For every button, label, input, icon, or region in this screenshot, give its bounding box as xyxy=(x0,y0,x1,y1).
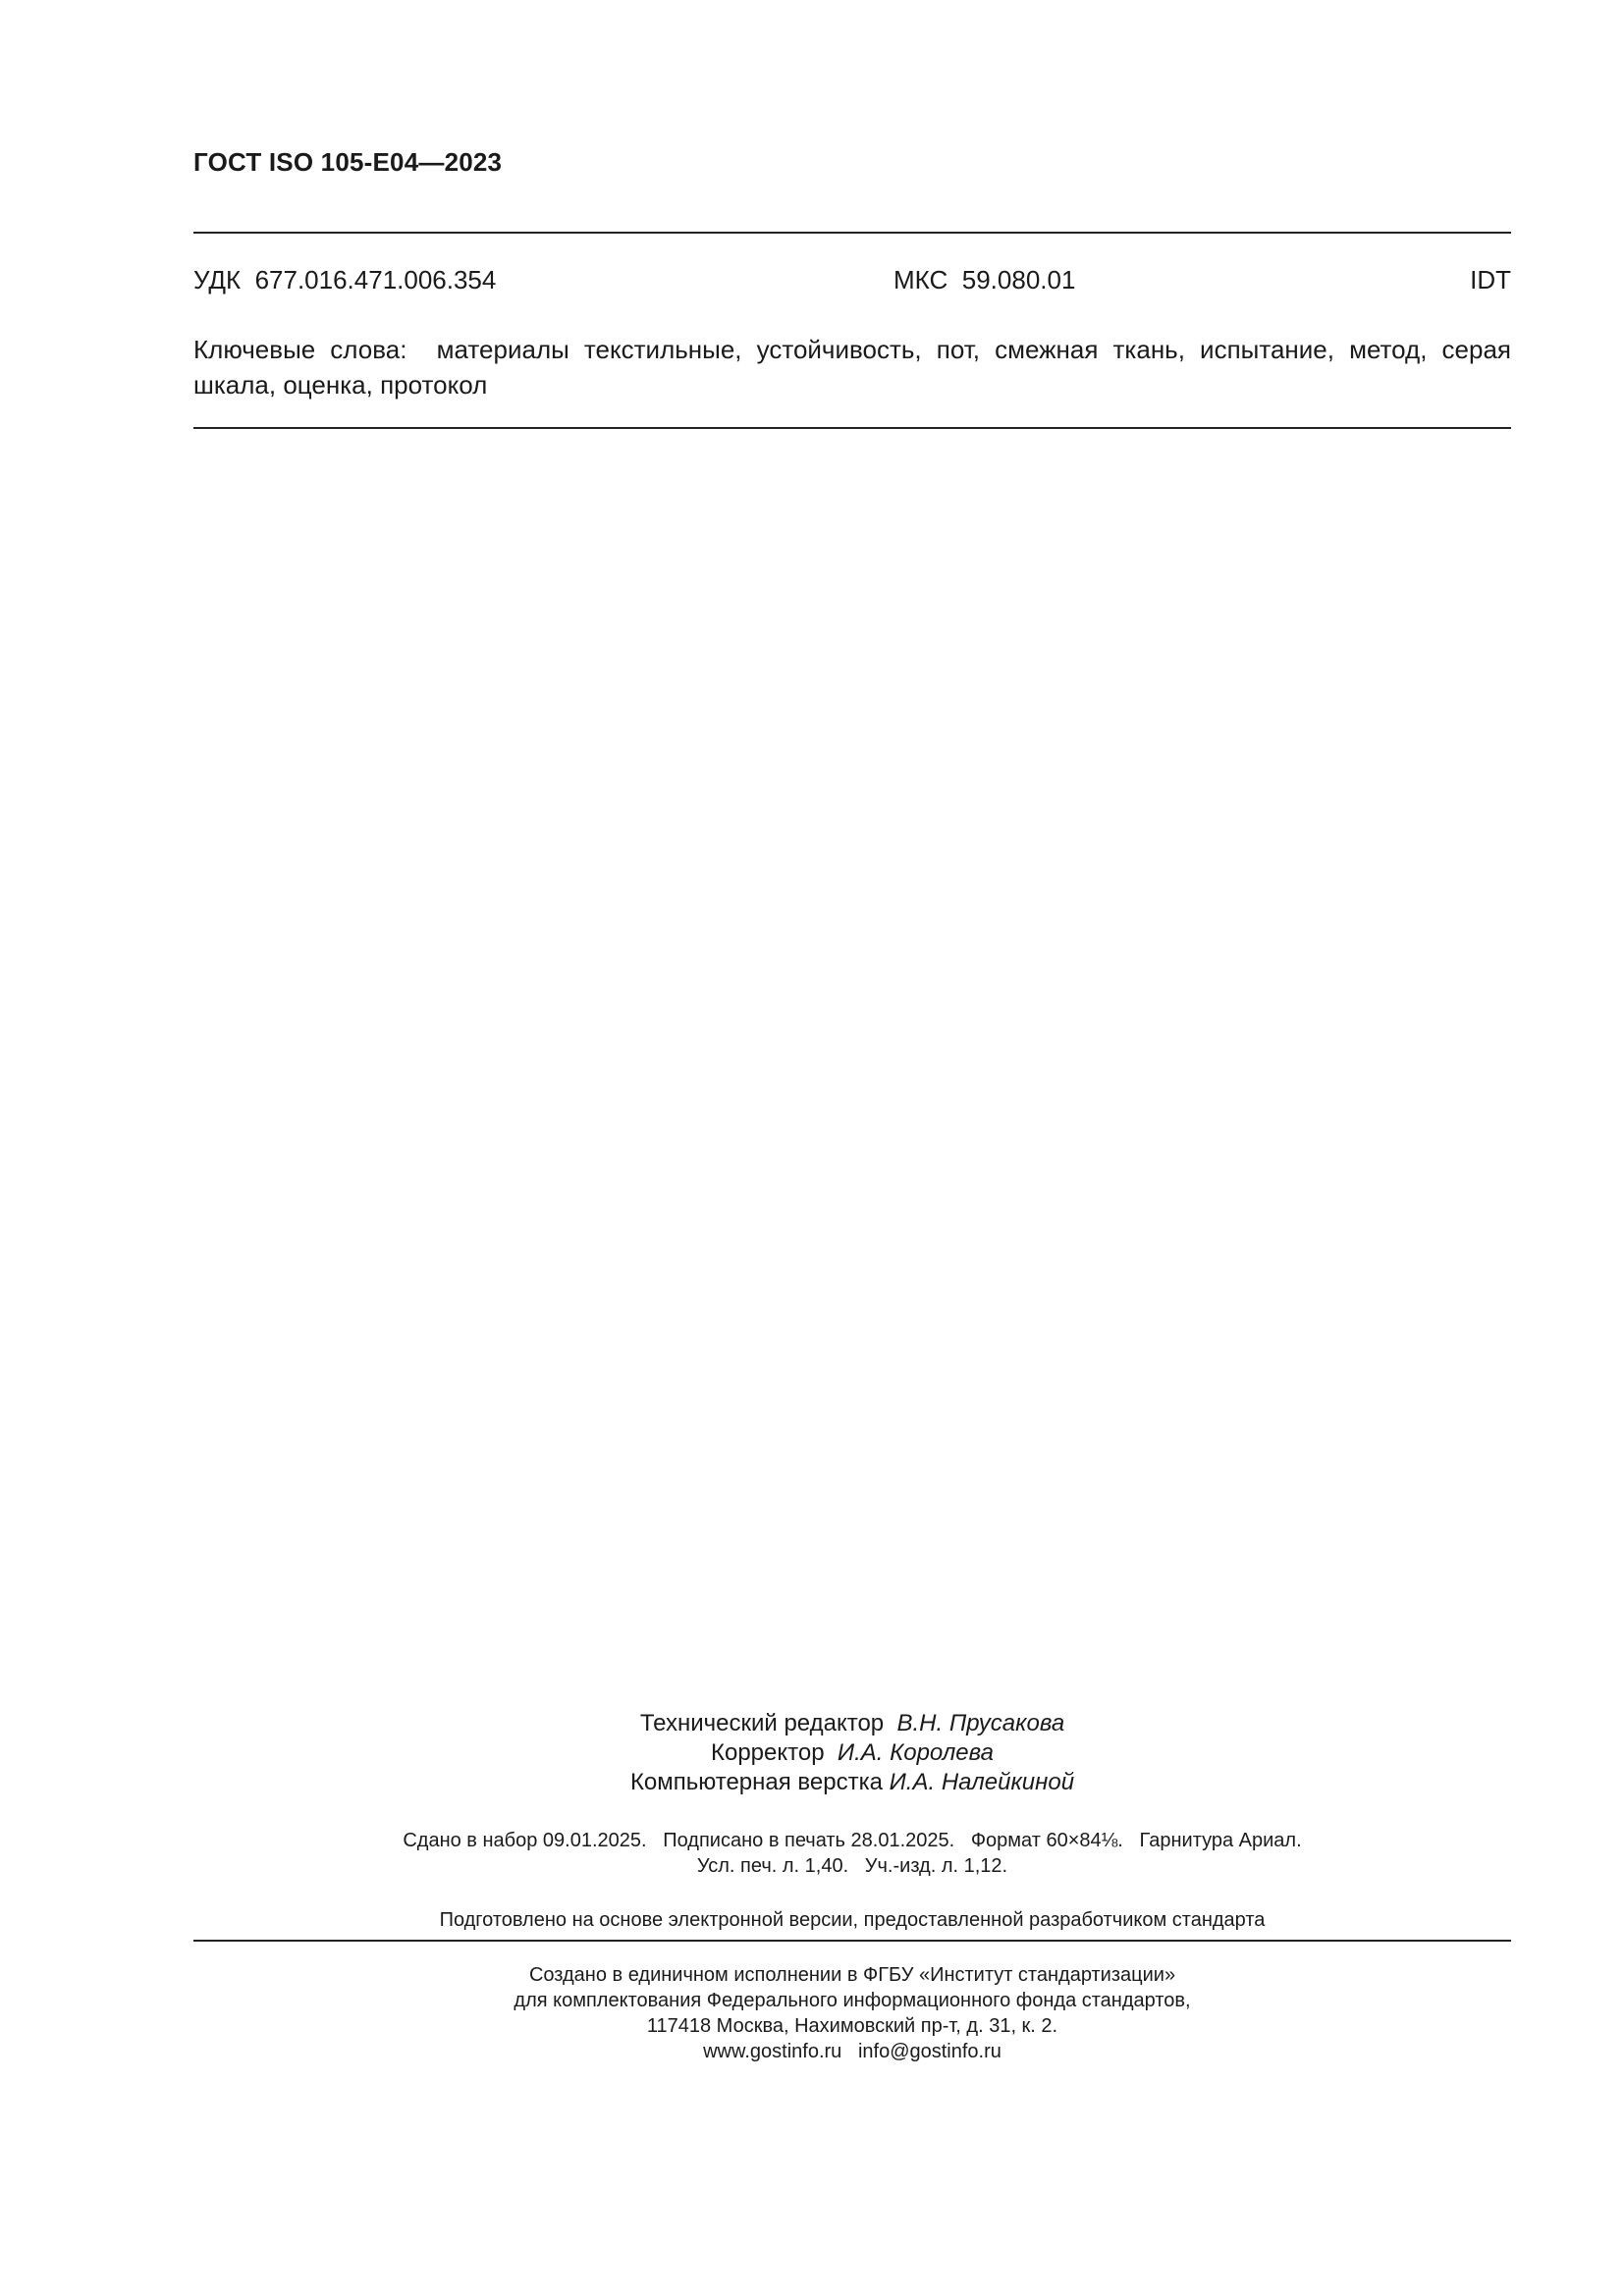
tech-editor-line xyxy=(193,1709,1511,1738)
udk-label: УДК xyxy=(193,265,242,294)
mks-code xyxy=(893,265,1075,295)
top-divider xyxy=(193,232,1511,234)
document-code: ГОСТ ISO 105-E04—2023 xyxy=(193,147,503,177)
mks-value: 59.080.01 xyxy=(961,265,1076,294)
keywords-divider xyxy=(193,427,1511,429)
publisher-email[interactable]: info@gostinfo.ru xyxy=(857,2041,1001,2062)
layout-line xyxy=(193,1768,1511,1797)
publisher-info xyxy=(193,1962,1511,2064)
publisher-line-1: Создано в единичном исполнении в ФГБУ «Институт стандартизации» xyxy=(528,1964,1176,1986)
publisher-line-2: для комплектования Федерального информационного фонда стандартов, xyxy=(514,1990,1191,2011)
layout-role: Компьютерная верстка xyxy=(629,1769,883,1795)
classification-row xyxy=(193,265,1511,298)
print-info xyxy=(193,1828,1511,1879)
corrector-name: И.А. Королева xyxy=(837,1739,994,1766)
tech-editor-name: В.Н. Прусакова xyxy=(896,1710,1065,1736)
publisher-line-3: 117418 Москва, Нахимовский пр-т, д. 31, к. 2. xyxy=(646,2015,1058,2037)
udk-value: 677.016.471.006.354 xyxy=(254,265,497,294)
keywords-text: материалы текстильные, устойчивость, пот, смежная ткань, испытание, метод, серая шкала, оценка, протокол xyxy=(193,335,1512,400)
publisher-contacts xyxy=(193,2039,1511,2064)
prepared-note: Подготовлено на основе электронной версии, предоставленной разработчиком стандарта xyxy=(439,1909,1266,1931)
tech-editor-role: Технический редактор xyxy=(639,1710,885,1736)
mks-label: МКС xyxy=(893,265,948,294)
corrector-line xyxy=(193,1738,1511,1768)
udk-code xyxy=(193,265,496,295)
print-info-line-2: Усл. печ. л. 1,40. Уч.-изд. л. 1,12. xyxy=(696,1855,1008,1877)
correspondence-degree: IDT xyxy=(1470,265,1511,294)
keywords-label: Ключевые слова: xyxy=(193,335,407,364)
corrector-role: Корректор xyxy=(711,1739,825,1766)
publisher-divider xyxy=(193,1940,1511,1942)
publisher-website[interactable]: www.gostinfo.ru xyxy=(703,2041,842,2062)
print-info-line-1: Сдано в набор 09.01.2025. Подписано в печать 28.01.2025. Формат 60×84⅛. Гарнитура Ариал. xyxy=(403,1830,1302,1851)
editorial-credits xyxy=(193,1709,1511,1797)
keywords-block xyxy=(193,332,1511,402)
layout-name: И.А. Налейкиной xyxy=(889,1769,1075,1795)
